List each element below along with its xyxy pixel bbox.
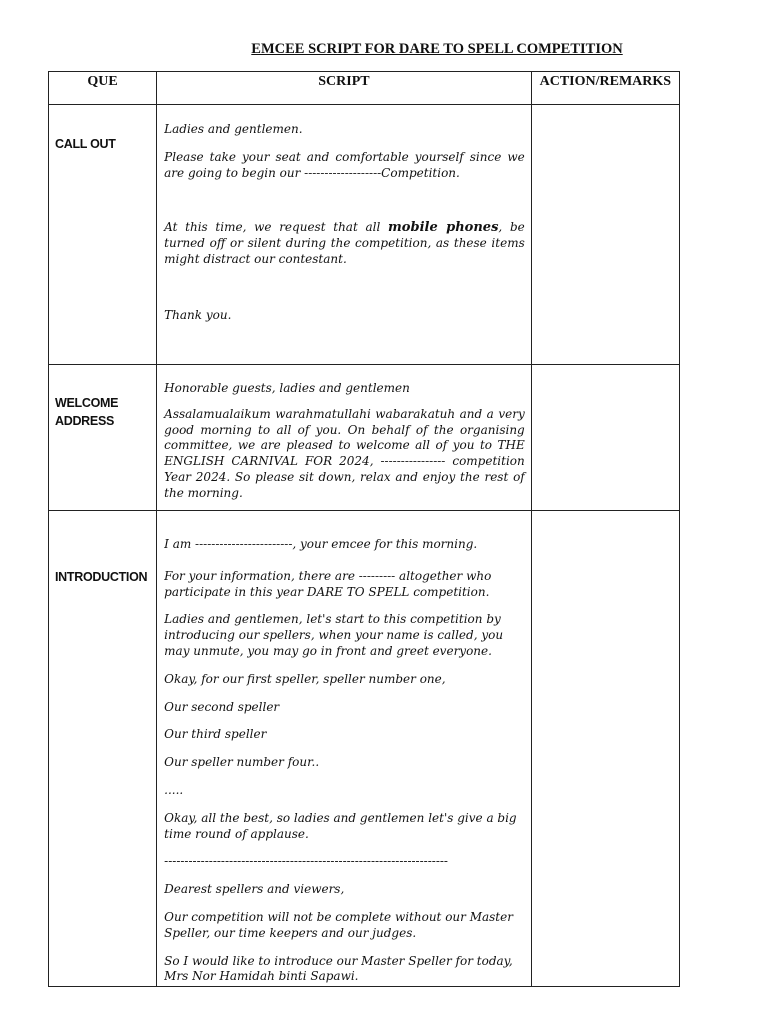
que-call-out-label: CALL OUT xyxy=(55,137,116,151)
que-welcome-address xyxy=(49,365,157,511)
intro-divider-line: ---------------------------------------------------------------------- xyxy=(164,854,448,869)
welcome-line-1: Honorable guests, ladies and gentlemen xyxy=(164,381,410,395)
header-script: SCRIPT xyxy=(157,72,532,105)
que-address-label: ADDRESS xyxy=(55,414,115,428)
intro-line-2: For your information, there are --------- altogether who participate in this year DARE TO SPELL competition. xyxy=(164,568,492,599)
intro-line-1: I am ------------------------, your emcee for this morning. xyxy=(164,537,478,551)
intro-line-13: So I would like to introduce our Master Speller for today, Mrs Nor Hamidah binti Sapawi. xyxy=(164,953,513,984)
que-welcome-label: WELCOME xyxy=(55,396,119,410)
document-title: EMCEE SCRIPT FOR DARE TO SPELL COMPETITION xyxy=(251,41,623,57)
call-out-line-4: Thank you. xyxy=(164,307,232,322)
remarks-welcome-address xyxy=(531,365,679,511)
call-out-line-3-end: , be turned off or silent during the competition, as these items might distract our contestant. xyxy=(164,220,525,266)
call-out-line-3 xyxy=(164,220,525,267)
que-call-out xyxy=(49,105,157,365)
que-introduction xyxy=(49,511,157,987)
script-introduction xyxy=(157,511,532,987)
table-row-call-out xyxy=(49,105,680,365)
table-row-welcome-address xyxy=(49,365,680,511)
script-call-out xyxy=(157,105,532,365)
welcome-line-2: Assalamualaikum warahmatullahi wabarakatuh and a very good morning to all of you. On behalf of the organising committee, we are pleased to welcome all of you to THE ENGLISH CARNIVAL FOR 2024, ---------------- competition Year 2024. So please sit down, relax and enjoy the rest of the morning. xyxy=(164,406,525,500)
call-out-line-3-start: At this time, we request that all xyxy=(164,220,389,235)
intro-line-12: Our competition will not be complete without our Master Speller, our time keepers and our judges. xyxy=(164,909,513,940)
mobile-phones-emphasis: mobile phones xyxy=(388,220,499,236)
intro-line-9: Okay, all the best, so ladies and gentlemen let's give a big time round of applause. xyxy=(164,810,517,841)
intro-line-3: Ladies and gentlemen, let's start to this competition by introducing our spellers, when your name is called, you may unmute, you may go in front and greet everyone. xyxy=(164,612,504,658)
emcee-script-table xyxy=(48,71,680,987)
table-row-introduction xyxy=(49,511,680,987)
intro-line-6: Our third speller xyxy=(164,727,267,742)
remarks-introduction xyxy=(531,511,679,987)
intro-line-8: ..... xyxy=(164,782,184,797)
remarks-call-out xyxy=(531,105,679,365)
intro-line-7: Our speller number four.. xyxy=(164,755,320,770)
intro-line-5: Our second speller xyxy=(164,699,280,714)
intro-line-4: Okay, for our first speller, speller number one, xyxy=(164,671,446,686)
table-header-row xyxy=(49,72,680,105)
call-out-line-1: Ladies and gentlemen. xyxy=(164,122,303,136)
intro-line-11: Dearest spellers and viewers, xyxy=(164,882,345,897)
call-out-line-2: Please take your seat and comfortable yourself since we are going to begin our -------------------Competition. xyxy=(164,149,525,180)
header-que: QUE xyxy=(49,72,157,105)
header-action-remarks: ACTION/REMARKS xyxy=(531,72,679,105)
que-introduction-label: INTRODUCTION xyxy=(55,570,148,584)
script-welcome-address xyxy=(157,365,532,511)
